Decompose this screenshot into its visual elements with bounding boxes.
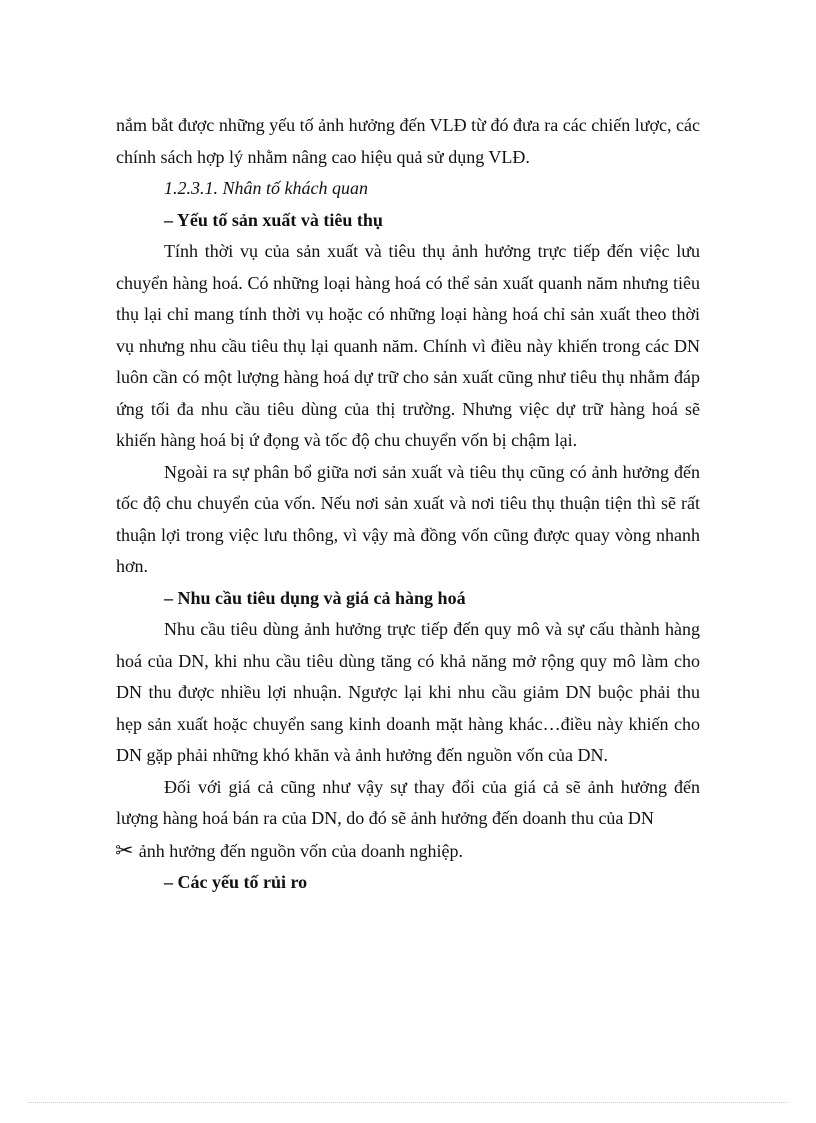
intro-paragraph: nắm bắt được những yếu tố ảnh hưởng đến VLĐ từ đó đưa ra các chiến lược, các chính sách hợp lý nhằm nâng cao hiệu quả sử dụng VLĐ.	[116, 115, 700, 167]
paragraph-price-conclusion	[116, 835, 700, 868]
paragraph-price: Đối với giá cả cũng như vậy sự thay đổi của giá cả sẽ ảnh hưởng đến lượng hàng hoá bán ra của DN, do đó sẽ ảnh hưởng đến doanh thu của DN	[116, 776, 700, 828]
paragraph-seasonality: Tính thời vụ của sản xuất và tiêu thụ ảnh hưởng trực tiếp đến việc lưu chuyển hàng hoá. Có những loại hàng hoá có thể sản xuất quanh năm nhưng tiêu thụ lại chỉ mang tính thời vụ hoặc có những loại hàng hoá chỉ sản xuất theo thời vụ nhưng nhu cầu tiêu thụ lại quanh năm. Chính vì điều này khiến trong các DN luôn cần có một lượng hàng hoá dự trữ cho sản xuất cũng như tiêu thụ nhằm đáp ứng tối đa nhu cầu tiêu dùng của thị trường. Nhưng việc dự trữ hàng hoá sẽ khiến hàng hoá bị ứ đọng và tốc độ chu chuyển vốn bị chậm lại.	[116, 241, 700, 450]
page-bottom-divider	[28, 1102, 788, 1103]
factor-heading-risk: – Các yếu tố rủi ro	[164, 872, 308, 892]
factor-heading-production: – Yếu tố sản xuất và tiêu thụ	[164, 209, 383, 230]
scissors-icon: ✂	[115, 837, 134, 862]
paragraph-distribution: Ngoài ra sự phân bổ giữa nơi sản xuất và tiêu thụ cũng có ảnh hưởng đến tốc độ chu chuyển của vốn. Nếu nơi sản xuất và nơi tiêu thụ thuận tiện thì sẽ rất thuận lợi trong việc lưu thông, vì vậy mà đồng vốn cũng được quay vòng nhanh hơn.	[116, 461, 700, 576]
factor-heading-demand-price: – Nhu cầu tiêu dụng và giá cả hàng hoá	[164, 587, 466, 608]
conclusion-text: ảnh hưởng đến nguồn vốn của doanh nghiệp.	[138, 840, 463, 861]
section-heading: 1.2.3.1. Nhân tố khách quan	[164, 178, 368, 198]
paragraph-demand: Nhu cầu tiêu dùng ảnh hưởng trực tiếp đến quy mô và sự cấu thành hàng hoá của DN, khi nhu cầu tiêu dùng tăng có khả năng mở rộng quy mô làm cho DN thu được nhiều lợi nhuận. Ngược lại khi nhu cầu giảm DN buộc phải thu hẹp sản xuất hoặc chuyển sang kinh doanh mặt hàng khác…điều này khiến cho DN gặp phải những khó khăn và ảnh hưởng đến nguồn vốn của DN.	[116, 619, 700, 765]
document-body	[116, 110, 700, 899]
